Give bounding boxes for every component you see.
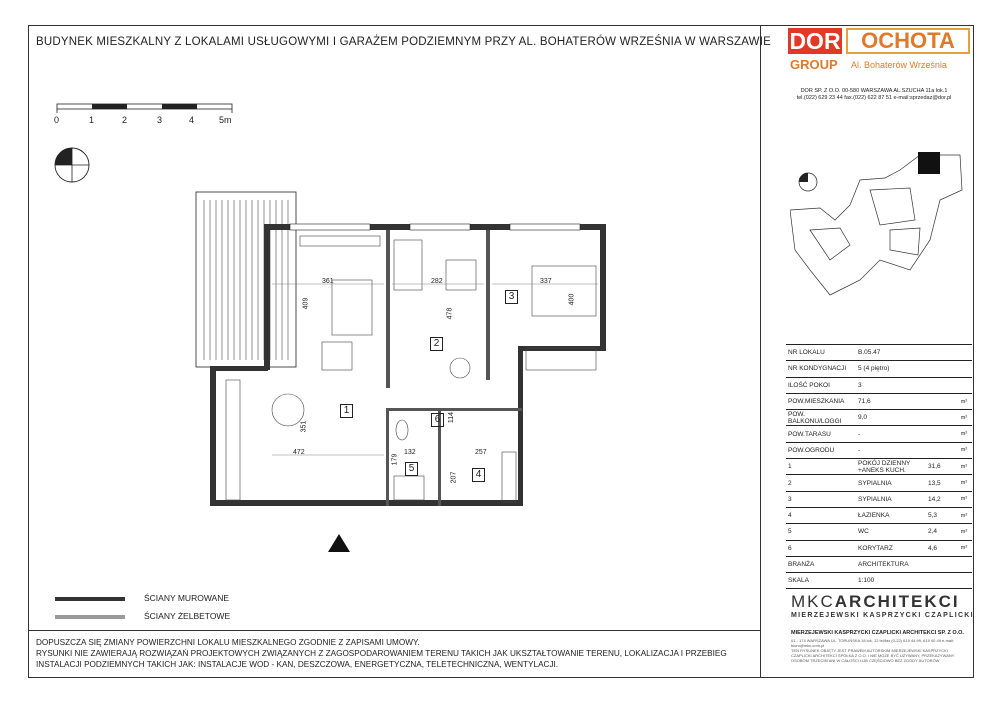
info-cell-num: 13,5 <box>926 475 956 491</box>
info-row <box>786 491 972 507</box>
note-line-2: RYSUNKI NIE ZAWIERAJĄ ROZWIĄZAŃ PROJEKTOWYCH ZWIĄZANYCH Z ZAGOSPODAROWANIEM TERENU TAKICH JAK UKSZTAŁTOWANIE TERENU, LOKALIZACJA I PRZEBIEG <box>36 649 727 658</box>
mkc-logo-bold: ARCHITEKCI <box>834 592 960 611</box>
info-cell-label: POW.TARASU <box>786 426 856 442</box>
info-cell-num <box>926 361 956 377</box>
info-cell-label: 4 <box>786 507 856 523</box>
info-row <box>786 393 972 409</box>
info-row <box>786 556 972 572</box>
apartment-info-table <box>786 344 972 589</box>
info-cell-unit: m² <box>956 540 972 556</box>
dim-r5-height: 179 <box>391 453 399 466</box>
scale-label-0: 0 <box>54 115 60 125</box>
info-row <box>786 410 972 426</box>
info-row <box>786 475 972 491</box>
notes-divider <box>28 630 760 631</box>
info-cell-num <box>926 442 956 458</box>
info-cell-value: POKÓJ DZIENNY +ANEKS KUCH. <box>856 459 926 475</box>
info-cell-value: - <box>856 442 926 458</box>
info-cell-num: 14,2 <box>926 491 956 507</box>
info-cell-value: KORYTARZ <box>856 540 926 556</box>
info-cell-label: POW.MIESZKANIA <box>786 393 856 409</box>
info-cell-unit: m² <box>956 507 972 523</box>
scale-label-5m: 5m <box>219 115 232 125</box>
info-cell-num: 31,6 <box>926 459 956 475</box>
info-cell-num <box>926 426 956 442</box>
address-line-1: DOR SP. Z O.O. 00-580 WARSZAWA AL.SZUCHA 11a lok.1 <box>800 88 948 94</box>
info-row <box>786 442 972 458</box>
info-cell-label: ILOŚĆ POKOI <box>786 377 856 393</box>
info-cell-value: 3 <box>856 377 926 393</box>
room-number-2: 2 <box>430 337 443 351</box>
info-cell-label: POW. BALKONU/LOGGI <box>786 410 856 426</box>
architect-fineprint <box>791 638 969 663</box>
info-cell-unit: m² <box>956 524 972 540</box>
info-cell-num <box>926 573 956 589</box>
room-number-6: 6 <box>431 413 444 427</box>
dim-r3-width: 337 <box>540 278 552 285</box>
note-line-3: INSTALACJI PODZIEMNYCH TAKICH JAK: INSTALACJE WOD - KAN, DESZCZOWA, ENERGETYCZNA, TELETECHNICZNA, WENTYLACJI. <box>36 660 559 669</box>
info-cell-label: 2 <box>786 475 856 491</box>
info-cell-unit: m² <box>956 393 972 409</box>
address-line-2: tel.(022) 629 23 44 fax.(022) 622 87 51 e-mail:sprzedaz@dor.pl <box>796 95 952 101</box>
dim-r4-height: 207 <box>450 471 458 484</box>
info-cell-label: BRANŻA <box>786 556 856 572</box>
north-arrow-icon <box>52 145 92 185</box>
dim-r2-height: 478 <box>446 307 454 320</box>
ochota-logo: OCHOTA <box>846 28 970 54</box>
legend-swatch-masonry-fill <box>55 597 125 601</box>
dim-r3-height: 400 <box>568 293 576 306</box>
sheet-divider-vertical <box>760 25 761 678</box>
dim-r6-height: 114 <box>448 411 456 424</box>
info-cell-unit: m² <box>956 442 972 458</box>
info-row <box>786 573 972 589</box>
dim-r4-width: 257 <box>475 449 487 456</box>
note-line-1: DOPUSZCZA SIĘ ZMIANY POWIERZCHNI LOKALU MIESZKALNEGO ZGODNIE Z ZAPISAMI UMOWY. <box>36 638 420 647</box>
notes <box>36 637 751 670</box>
info-cell-unit: m² <box>956 475 972 491</box>
room-number-1: 1 <box>340 404 353 418</box>
info-cell-unit <box>956 573 972 589</box>
floor-plan <box>180 180 620 520</box>
scale-label-4: 4 <box>189 115 195 125</box>
info-cell-value: B.05.47 <box>856 345 926 361</box>
info-cell-label: 1 <box>786 459 856 475</box>
info-cell-num <box>926 377 956 393</box>
scale-label-1: 1 <box>89 115 95 125</box>
info-row <box>786 507 972 523</box>
legend-swatch-concrete <box>55 615 125 619</box>
page-title: BUDYNEK MIESZKALNY Z LOKALAMI USŁUGOWYMI I GARAŻEM PODZIEMNYM PRZY AL. BOHATERÓW WRZEŚNIA W WARSZAWIE <box>36 36 771 48</box>
entrance-arrow-icon <box>327 533 351 553</box>
info-cell-num <box>926 410 956 426</box>
info-cell-num: 5,3 <box>926 507 956 523</box>
architect-copyright: TEN RYSUNEK OBJĘTY JEST PRAWEM AUTORSKIM MIERZEJEWSKI KASPRZYCKI CZAPLICKI ARCHITEKCI SPÓŁKA Z O.O. I NIE MOŻE BYĆ UŻYWANY, PRZEKAZYWANY OSOBOM TRZECIM ANI W CAŁOŚCI LUB CZĘŚCIOWO BEZ ZGODY AUTORÓW <box>791 648 955 663</box>
dim-r1-width2: 472 <box>293 449 305 456</box>
scale-bar <box>50 100 250 114</box>
info-cell-value: WC <box>856 524 926 540</box>
legend-masonry-label: ŚCIANY MUROWANE <box>144 593 230 603</box>
info-cell-num: 2,4 <box>926 524 956 540</box>
info-row <box>786 377 972 393</box>
info-cell-unit: m² <box>956 410 972 426</box>
info-row <box>786 459 972 475</box>
info-cell-label: NR KONDYGNACJI <box>786 361 856 377</box>
info-cell-value: 9,0 <box>856 410 926 426</box>
architect-address: 01 - 174 WARSZAWA UL. TORUŃSKA 18 lok. 12 tel/fax (0-22) 619 44 99, 619 40 49 e-mail: biuro@mkc.com.pl <box>791 638 955 648</box>
room-number-5: 5 <box>405 462 418 476</box>
developer-address <box>784 88 964 102</box>
room-number-3: 3 <box>505 290 518 304</box>
info-row <box>786 426 972 442</box>
mkc-logo <box>791 592 960 612</box>
info-cell-value: - <box>856 426 926 442</box>
info-row <box>786 361 972 377</box>
dim-r2-width: 282 <box>431 278 443 285</box>
dim-r5-width: 132 <box>404 449 416 456</box>
info-cell-unit <box>956 345 972 361</box>
info-cell-num: 4,6 <box>926 540 956 556</box>
architect-firm: MIERZEJEWSKI KASPRZYCKI CZAPLICKI ARCHITEKCI SP. Z O.O. <box>791 630 964 636</box>
brand-subtitle: Al. Bohaterów Września <box>851 60 947 70</box>
info-cell-value: SYPIALNIA <box>856 475 926 491</box>
scale-label-3: 3 <box>157 115 163 125</box>
info-cell-value: 1:100 <box>856 573 926 589</box>
legend-concrete-label: ŚCIANY ŻELBETOWE <box>144 611 231 621</box>
dim-r1-width: 361 <box>322 278 334 285</box>
info-cell-num <box>926 556 956 572</box>
group-label: GROUP <box>790 57 838 72</box>
info-cell-value: 5 (4 piętro) <box>856 361 926 377</box>
info-cell-unit: m² <box>956 459 972 475</box>
mkc-logo-light: MKC <box>791 592 835 611</box>
legend-swatch-masonry <box>55 597 125 601</box>
info-cell-unit <box>956 361 972 377</box>
info-cell-value: ŁAZIENKA <box>856 507 926 523</box>
dor-logo: DOR <box>789 28 841 54</box>
info-cell-label: NR LOKALU <box>786 345 856 361</box>
site-key-plan <box>790 150 970 300</box>
info-cell-unit <box>956 377 972 393</box>
room-number-4: 4 <box>472 468 485 482</box>
info-row <box>786 524 972 540</box>
info-cell-num <box>926 345 956 361</box>
info-cell-label: SKALA <box>786 573 856 589</box>
info-cell-value: 71,6 <box>856 393 926 409</box>
info-cell-num <box>926 393 956 409</box>
info-cell-unit: m² <box>956 426 972 442</box>
info-cell-label: 3 <box>786 491 856 507</box>
info-cell-unit <box>956 556 972 572</box>
scale-label-2: 2 <box>122 115 128 125</box>
info-row <box>786 345 972 361</box>
info-cell-label: 6 <box>786 540 856 556</box>
info-row <box>786 540 972 556</box>
info-cell-value: SYPIALNIA <box>856 491 926 507</box>
info-cell-label: 5 <box>786 524 856 540</box>
info-cell-value: ARCHITEKTURA <box>856 556 926 572</box>
mkc-subtitle: MIERZEJEWSKI KASPRZYCKI CZAPLICKI <box>791 612 974 619</box>
info-cell-unit: m² <box>956 491 972 507</box>
legend-swatch-concrete-fill <box>55 615 125 619</box>
dim-r1-height2: 351 <box>300 420 308 433</box>
dim-r1-height: 409 <box>302 297 310 310</box>
info-cell-label: POW.OGRODU <box>786 442 856 458</box>
